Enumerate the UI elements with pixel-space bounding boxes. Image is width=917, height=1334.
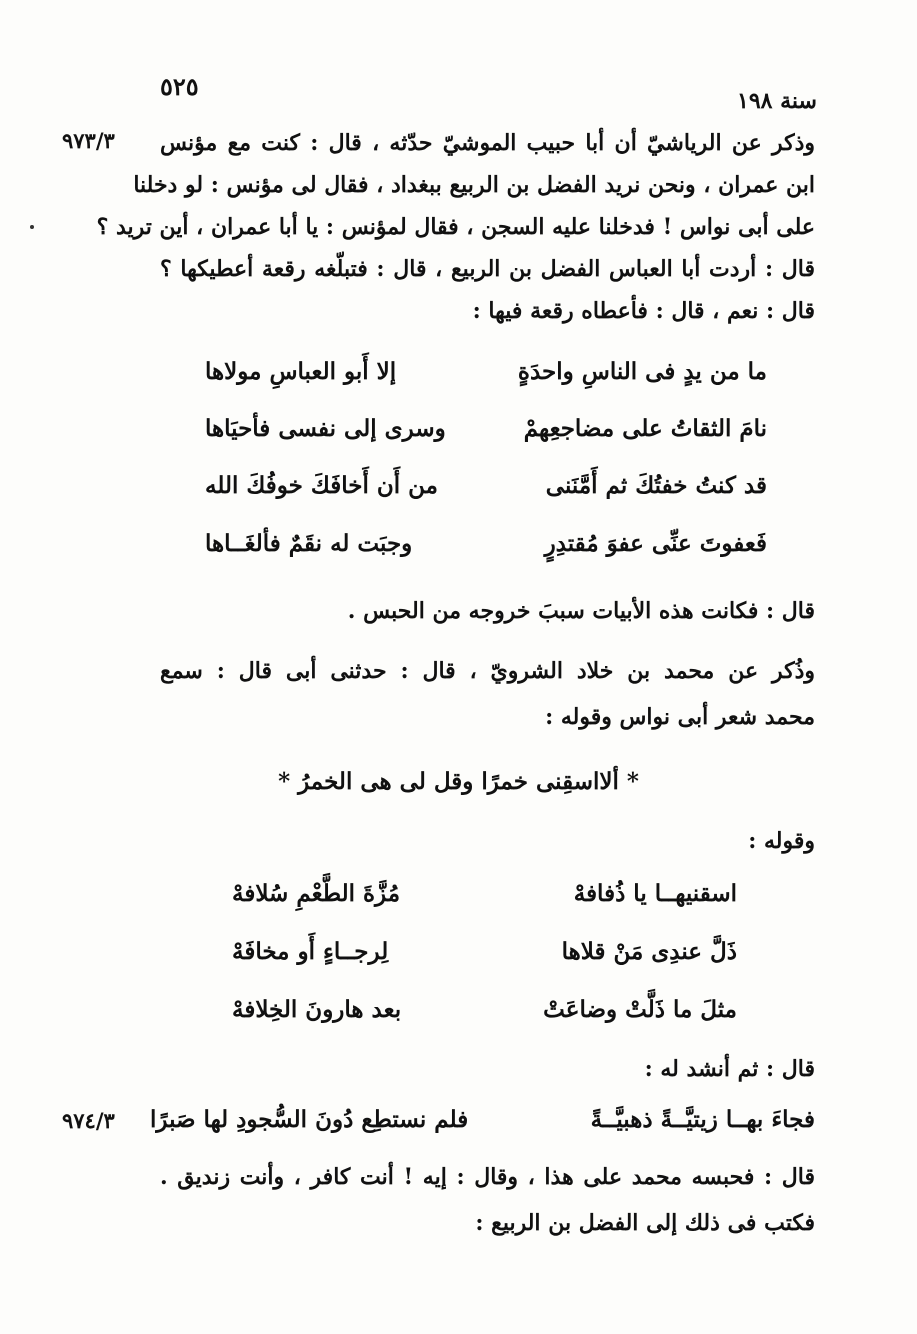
text-line: محمد شعر أبى نواس وقوله : [545, 704, 815, 730]
quoted-hemistich: * ألااسقِنى خمرًا وقل لى هى الخمرُ * [278, 768, 639, 795]
running-head-year: سنة ١٩٨ [737, 88, 817, 114]
verse-second-hemistich: وسرى إلى نفسى فأحيَاها [205, 415, 446, 442]
text-line: قال : فحبسه محمد على هذا ، وقال : إيه ! أنت كافر ، وأنت زنديق . [160, 1164, 815, 1190]
margin-reference: ٩٧٤/٣ [62, 1108, 115, 1133]
text-line: قال : فكانت هذه الأبيات سببَ خروجه من الحبس . [347, 598, 815, 624]
text-line: قال : أردت أبا العباس الفضل بن الربيع ، قال : فتبلّغه رقعة أعطيكها ؟ [160, 256, 815, 282]
verse-first-hemistich: نامَ الثقاتُ على مضاجعِهمْ [523, 415, 767, 442]
page-number: ٥٢٥ [160, 72, 199, 101]
verse-second-hemistich: بعد هارونَ الخِلافهْ [232, 996, 402, 1023]
margin-reference: ٩٧٣/٣ [62, 128, 115, 153]
text-line: وذكر عن الرياشيّ أن أبا حبيب الموشيّ حدّثه ، قال : كنت مع مؤنس [160, 130, 815, 156]
text-line: قال : ثم أنشد له : [644, 1056, 815, 1082]
verse-first-hemistich: ما من يدٍ فى الناسِ واحدَةٍ [517, 358, 767, 385]
verse-first-hemistich: فَعفوتَ عنِّى عفوَ مُقتدِرٍ [544, 530, 767, 557]
verse-first-hemistich: فجاءَ بهــا زيتيَّــةً ذهبيَّــةً [590, 1106, 815, 1133]
text-line: وذُكر عن محمد بن خلاد الشرويّ ، قال : حدثنى أبى قال : سمع [160, 658, 815, 684]
verse-first-hemistich: ذَلَّ عندِى مَنْ قلاها [561, 938, 737, 965]
text-line: قال : نعم ، قال : فأعطاه رقعة فيها : [472, 298, 815, 324]
text-line: فكتب فى ذلك إلى الفضل بن الربيع : [475, 1210, 815, 1236]
verse-second-hemistich: من أَن أَخافَكَ خوفُكَ الله [205, 472, 438, 499]
text-line: ابن عمران ، ونحن نريد الفضل بن الربيع ببغداد ، فقال لى مؤنس : لو دخلنا [133, 172, 815, 198]
verse-first-hemistich: اسقنيهــا يا ذُفافهْ [573, 880, 737, 907]
text-line: على أبى نواس ! فدخلنا عليه السجن ، فقال لمؤنس : يا أبا عمران ، أين تريد ؟ [96, 214, 815, 240]
margin-dot [30, 225, 34, 229]
verse-second-hemistich: وجبَت له نقَمٌ فألغَــاها [205, 530, 413, 557]
text-line: وقوله : [748, 828, 815, 854]
verse-first-hemistich: قد كنتُ خفتُكَ ثم أَمَّنَنى [545, 472, 767, 499]
verse-second-hemistich: فلم نستطِع دُونَ السُّجودِ لها صَبرًا [150, 1106, 469, 1133]
verse-second-hemistich: مُزَّةَ الطَّعْمِ سُلافهْ [232, 880, 401, 907]
verse-second-hemistich: إلا أَبو العباسِ مولاها [205, 358, 397, 385]
verse-first-hemistich: مثلَ ما ذَلَّتْ وضاعَتْ [543, 996, 737, 1023]
verse-second-hemistich: لِرجــاءٍ أَو مخافَهْ [232, 938, 389, 965]
